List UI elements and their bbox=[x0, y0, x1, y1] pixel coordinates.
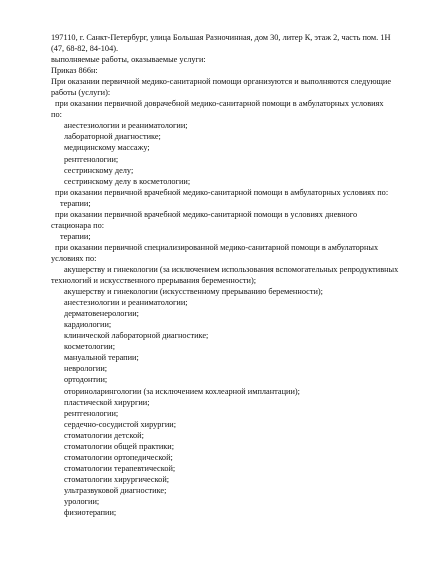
document-line: физиотерапии; bbox=[64, 508, 117, 518]
document-line: стоматологии детской; bbox=[64, 430, 144, 440]
document-line: урологии; bbox=[64, 496, 100, 506]
document-line: (47, 68-82, 84-104). bbox=[51, 44, 119, 54]
document-line: рентгенологии; bbox=[64, 154, 119, 164]
document-line: лабораторной диагностике; bbox=[64, 132, 161, 142]
document-line: анестезиологии и реаниматологии; bbox=[64, 121, 188, 131]
document-line: стоматологии хирургической; bbox=[64, 474, 170, 484]
document-line: условиях по: bbox=[51, 253, 97, 263]
document-line: косметологии; bbox=[64, 342, 116, 352]
document-line: терапии; bbox=[60, 231, 91, 241]
document-line: по: bbox=[51, 110, 62, 120]
document-line: пластической хирургии; bbox=[64, 397, 150, 407]
document-line: ортодонтии; bbox=[64, 375, 108, 385]
document-line: акушерству и гинекологии (искусственному прерыванию беременности); bbox=[64, 287, 323, 297]
document-line: стоматологии терапевтической; bbox=[64, 463, 176, 473]
document-line: ультразвуковой диагностике; bbox=[64, 485, 167, 495]
document-line: акушерству и гинекологии (за исключением использования вспомогательных репродуктивных bbox=[64, 264, 399, 274]
document-line: дерматовенерологии; bbox=[64, 309, 139, 319]
document-page bbox=[51, 32, 411, 518]
document-line: кардиологии; bbox=[64, 320, 112, 330]
document-line: сестринскому делу в косметологии; bbox=[64, 176, 191, 186]
document-line: работы (услуги): bbox=[51, 88, 111, 98]
document-line: оториноларингологии (за исключением кохлеарной имплантации); bbox=[64, 386, 300, 396]
document-line: медицинскому массажу; bbox=[64, 143, 150, 153]
document-line: клинической лабораторной диагностике; bbox=[64, 331, 209, 341]
document-line: при оказании первичной врачебной медико-санитарной помощи в условиях дневного bbox=[55, 209, 358, 219]
document-line: рентгенологии; bbox=[64, 408, 119, 418]
document-line: 197110, г. Санкт-Петербург, улица Большая Разночинная, дом 30, литер К, этаж 2, часть пом. 1Н bbox=[51, 33, 391, 42]
document-line: выполняемые работы, оказываемые услуги: bbox=[51, 55, 206, 65]
document-line: при оказании первичной врачебной медико-санитарной помощи в амбулаторных условиях по: bbox=[55, 187, 389, 197]
document-line: стационара по: bbox=[51, 220, 105, 230]
document-line: сестринскому делу; bbox=[64, 165, 134, 175]
document-line: стоматологии общей практики; bbox=[64, 441, 175, 451]
document-line: стоматологии ортопедической; bbox=[64, 452, 173, 462]
document-line: мануальной терапии; bbox=[64, 353, 139, 363]
document-line: технологий и искусственного прерывания беременности); bbox=[51, 276, 257, 286]
document-line: неврологии; bbox=[64, 364, 108, 374]
document-line: сердечно-сосудистой хирургии; bbox=[64, 419, 176, 429]
document-line: при оказании первичной специализированной медико-санитарной помощи в амбулаторных bbox=[55, 242, 379, 252]
document-line: При оказании первичной медико-санитарной помощи организуются и выполняются следующие bbox=[51, 77, 392, 87]
document-line: анестезиологии и реаниматологии; bbox=[64, 298, 188, 308]
document-line: терапии; bbox=[60, 198, 91, 208]
document-line: Приказ 866н: bbox=[51, 66, 98, 76]
document-line: при оказании первичной доврачебной медико-санитарной помощи в амбулаторных условиях bbox=[55, 99, 384, 109]
